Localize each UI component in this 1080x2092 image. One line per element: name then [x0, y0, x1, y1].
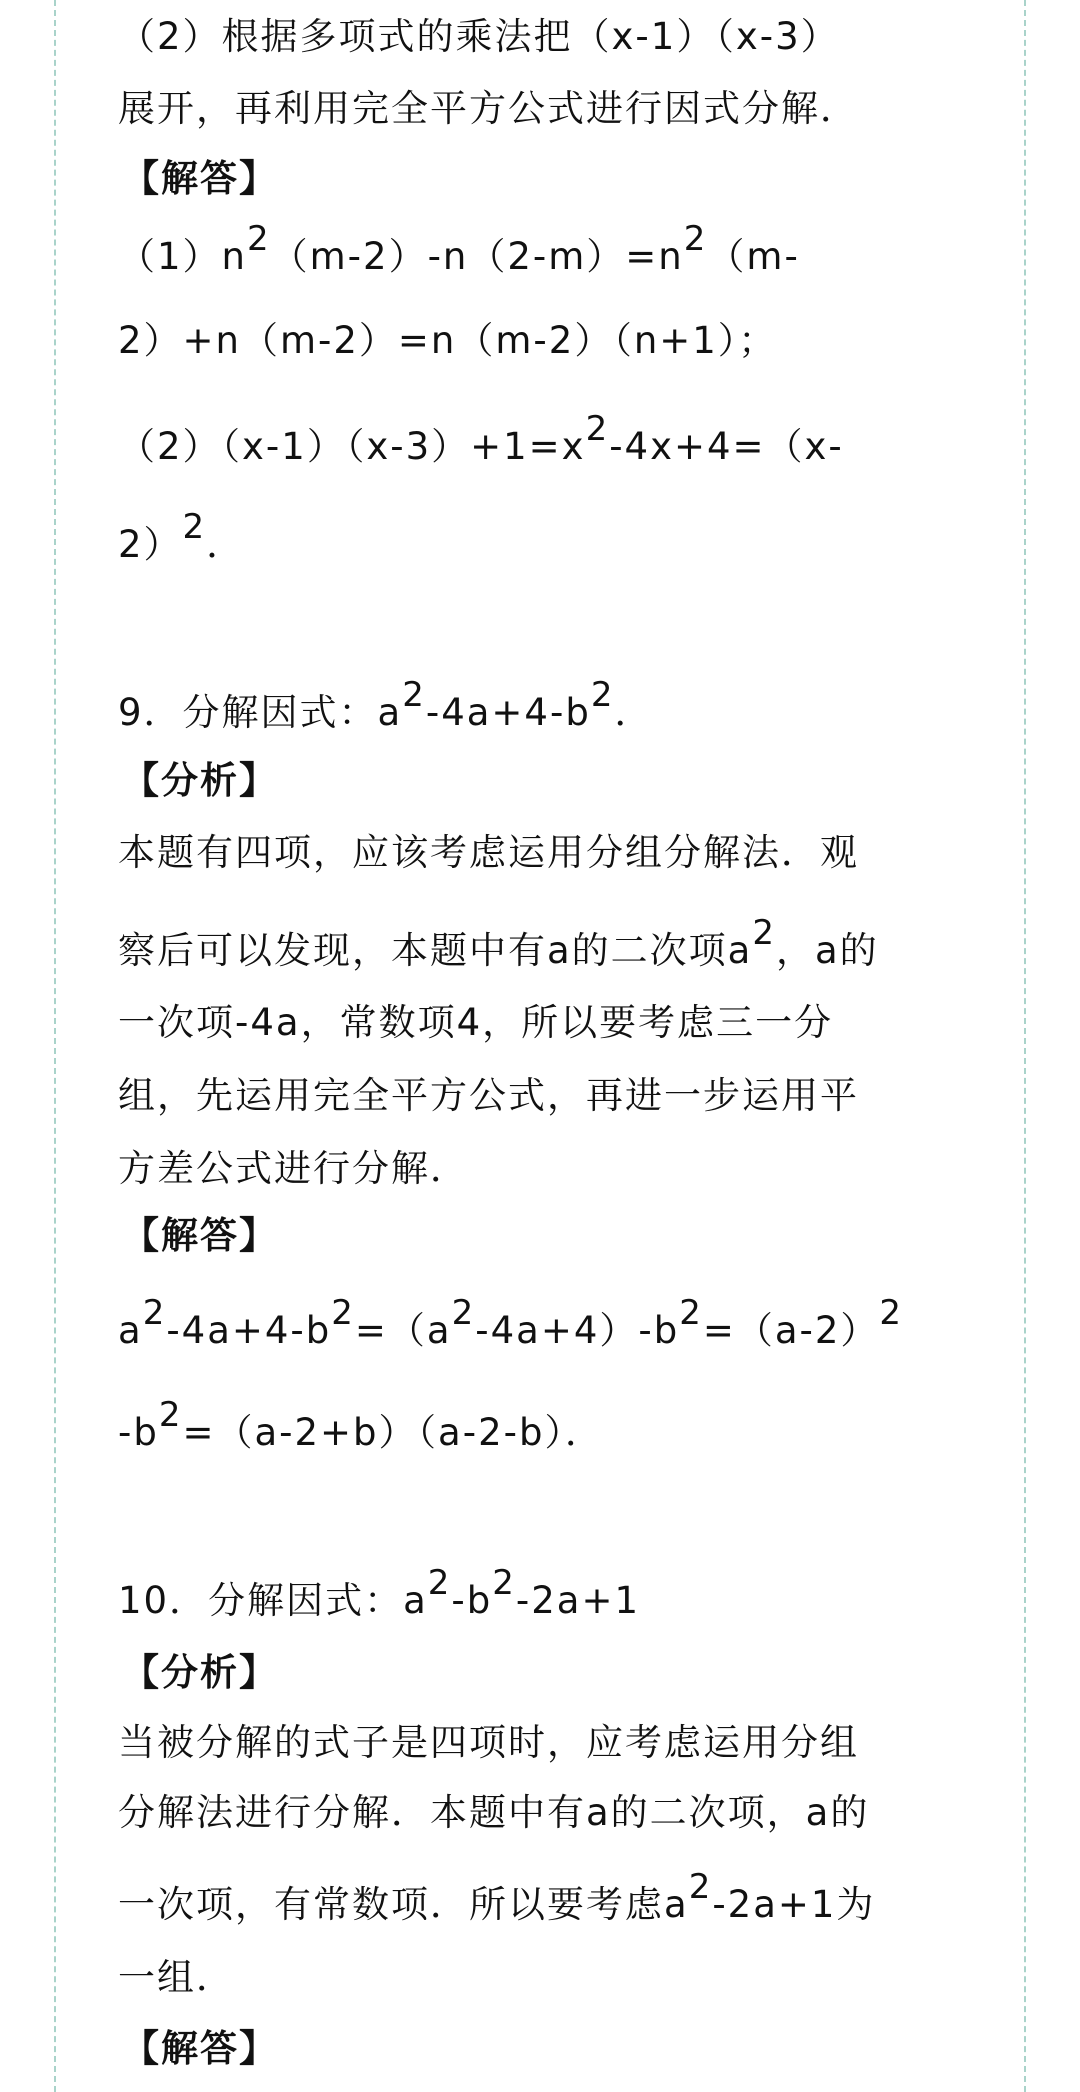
solution-line: $(2)(x-1)(x-3)+1=x^2-4x+4=(x-$ [118, 408, 844, 468]
analysis-line: 本题有四项，应该考虑运用分组分解法．观 [118, 831, 859, 874]
solution-line: $(1)n^2(m-2)-n(2-m)=n^2(m-$ [118, 218, 800, 278]
analysis-line: 当被分解的式子是四项时，应考虑运用分组 [118, 1721, 859, 1764]
solution-heading: 【解答】 [122, 2027, 278, 2070]
analysis-line: 方差公式进行分解． [118, 1147, 469, 1190]
solution-heading: 【解答】 [122, 1214, 278, 1257]
solution-heading: 【解答】 [122, 157, 278, 200]
analysis-line: 察后可以发现，本题中有a的二次项$a^2$，a的 [118, 912, 879, 972]
right-dashed-border [1024, 0, 1026, 2092]
analysis-line: （2）根据多项式的乘法把（x-1）（x-3） [118, 15, 840, 58]
analysis-heading: 【分析】 [122, 1651, 278, 1694]
analysis-line: 一组． [118, 1956, 235, 1999]
analysis-line: 展开，再利用完全平方公式进行因式分解． [118, 87, 859, 130]
question-9-title: 9．分解因式：$a^2-4a+4-b^2$． [118, 674, 654, 734]
solution-line: $-b^2=(a-2+b)(a-2-b)$． [118, 1394, 604, 1454]
solution-line: 2）+n（m-2）=n（m-2）（n+1）； [118, 319, 778, 362]
left-dashed-border [54, 0, 56, 2092]
analysis-heading: 【分析】 [122, 759, 278, 802]
analysis-line: 分解法进行分解．本题中有a的二次项，a的 [118, 1791, 870, 1834]
solution-line: 2）$^2$． [118, 506, 246, 566]
analysis-line: 一次项-4a，常数项4，所以要考虑三一分 [118, 1001, 834, 1044]
analysis-line: 组，先运用完全平方公式，再进一步运用平 [118, 1074, 859, 1117]
analysis-line: 一次项，有常数项．所以要考虑$a^2-2a+1$为 [118, 1866, 876, 1926]
solution-line: $a^2-4a+4-b^2=(a^2-4a+4)-b^2=(a-2)^2$ [118, 1292, 904, 1352]
question-10-title: 10．分解因式：$a^2-b^2-2a+1$ [118, 1562, 640, 1622]
